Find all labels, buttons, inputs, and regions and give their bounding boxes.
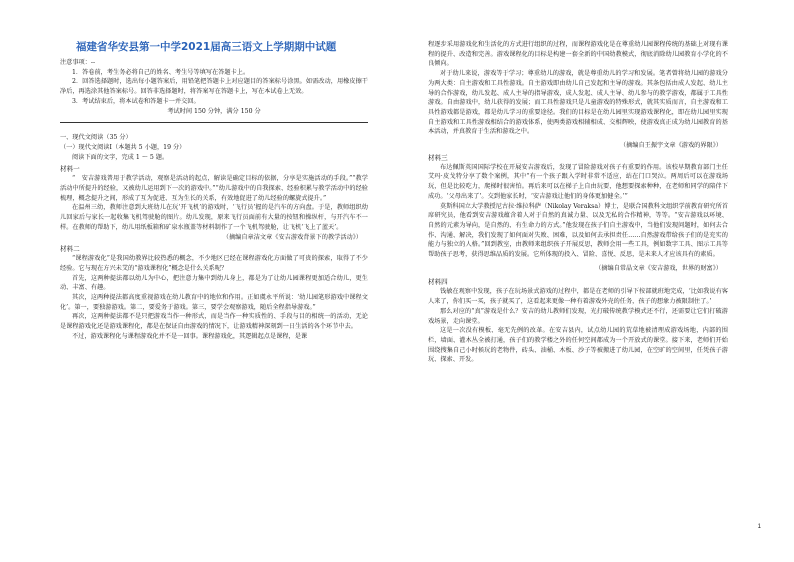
- notice-item: 1．答卷前，考生务必将自己的姓名、考生号等填写在答题卡上。: [72, 68, 250, 76]
- material-label: 材料一: [60, 165, 80, 174]
- exam-info: 考试时间 150 分钟，满分 150 分: [167, 107, 261, 115]
- paragraph: “课程游戏化”是我国幼教界比较热悉的概念，不少地区已经在课程游戏化方面做了可贵的探索，取得了不少经验。它与现在方兴未艾的“游戏课程化”概念是什么关系呢？: [60, 255, 368, 272]
- instruction: 阅读下面的文字，完成 1 ～ 5 题。: [72, 153, 169, 161]
- notice-item: 2．回答选择题时，选出每小题答案后，用铅笔把答题卡上对应题目的答案标号涂黑。如需改动，用橡皮擦干净后，再选涂其他答案标号。回答非选择题时，将答案写在答题卡上，写在本试卷上无效。: [60, 78, 368, 96]
- source-credit: （摘编自王振宇文章《游戏的界限》）: [619, 142, 722, 150]
- paragraph: 对于幼儿来说，游戏等于学习；尊重幼儿的游戏，就是尊重幼儿的学习和发展。笔者曾将幼儿园的游戏分为两大类：自主游戏和工具性游戏。自主游戏即由幼儿自己发起和主导的游戏。其条包括由成人发起、幼儿主导的合作游戏，幼儿发起、成人主导的指导游戏，成人发起、成人主导、幼儿参与的教学游戏，都属于工具性游戏。自由游戏中，幼儿获得的发展；而工具性游戏只是儿童游戏的特殊形式，就其实质而言，自主游戏和工具性游戏都是游戏，都是幼儿学习的重要途径。我们的目标是在幼儿园里实现游戏课程化，即在幼儿园里实现自主游戏和工具性游戏相结合的游戏体系，使两类游戏相辅相成、交相辉映，使游戏真正成为幼儿园教育的基本活动，并真教育于生活和游戏之中。: [428, 70, 728, 136]
- material-label: 材料四: [428, 278, 448, 287]
- material-label: 材料二: [60, 245, 80, 254]
- paragraph: 这是一次没有模板、毫无先例的改革。在安吉县内，试点幼儿园的荒草地被清理成游戏场地，内部的围栏，墙面、灌木丛全被打通，孩子们的教学楼之外的任何空间都成为一个开放式的课堂。接下来，老师们开始围绕搜集自己小时候玩的老物件，砖头、油桶、木板、沙子等被搬进了幼儿园，在空旷的空间里，任凭孩子游玩、探索、开发。: [428, 327, 728, 364]
- paragraph: 再次，这两种提法都不是只把游戏当作一种形式，而是当作一种实质性的、手段与目的相统一的活动，无论是课程游戏化还是游戏课程化，都是在保证自由游戏的情况下，让游戏精神深刻到一日生活的各个环节中去。: [60, 313, 368, 331]
- page-number: 1: [757, 524, 761, 530]
- subsection-heading: （一）现代文阅读Ⅰ（本题共 5 小题，19 分）: [60, 143, 186, 151]
- notice-heading: 注意事项：--: [60, 59, 96, 66]
- right-column: [428, 40, 728, 365]
- page-title: 福建省华安县第一中学2021届高三语文上学期期中试题: [76, 41, 337, 53]
- notice-item: 3．考试结束后，将本试卷和答题卡一并交回。: [72, 97, 200, 105]
- paragraph: 首先，这两种提法都以幼儿为中心，把注意力集中到幼儿身上，都是为了让幼儿园课程更加适合幼儿，更生动、丰富、有趣。: [60, 274, 368, 292]
- paragraph: 那么对应的“真”游戏是什么？安吉的幼儿教师们发现，光打破传统教学模式还不行，还需要让它们打破游戏场景，走向课堂。: [428, 307, 728, 325]
- paragraph: 程逐步采用游戏化和生活化的方式进行组织的过程，而课程游戏化是在尊重幼儿园课程传统的基础上对现有课程的提升、改造和完善。游戏课程化的目标是构建一套全新的中国幼教模式，彻底消除幼儿园教育小学化的不良倾向。: [428, 41, 728, 68]
- paragraph: 其次，这两种提法都高度重视游戏在幼儿教育中的地位和作用。正如虞永平所说：‘幼儿园笔形游戏中课程文化’。第一，要独游游戏。第二，要爱务于游戏。第三，要学会观察游戏，随后全程指导游戏。”: [60, 294, 368, 311]
- left-column: [60, 40, 368, 342]
- paragraph: 莫斯科国立大学教授尼古拉·维拉科萨（Nikolay Veraksa）博士，是联合国教科文组织学前教育研究所首席研究员，他看到安吉游戏蕴含着人对于自然的真诚力量、以及无私的合作精神，等等。“安吉游戏以环境、自然的元素为导向，是自然的、有生命力的方式。”他发现在孩子们自主游戏中，当他们发现问题时，如何去合作、沟通、解决，我们发现了如何面对失败、困难，以及如何去承担责任……自然游戏带给孩子们的是充实的能力与独立的人格。”回到教室，由教师来组织孩子开展反思，教师会用一些工具，例如数字工具、图示工具等帮助孩子思考，获得思维品质的发展。它所体现的投入、冒险、喜悦、反思，是未来人才应该具有的素质。: [428, 202, 728, 259]
- paragraph: “ 安吉游戏普用于教学活动，观察是活动的起点，解读是确定目标的依据，分享是实施活动的手段。”“教学活动中所提升的经验，又被幼儿运用到下一次的游戏中。”“幼儿游戏中的自我探索、经验积累与教学活动中的经验梳理，概念提升之间，形成了互为促进、互为生长的关系，有效地促进了幼儿经验的螺旋式提升。”: [60, 175, 368, 202]
- source-credit: （摘编自章洁文章《安吉游戏背景下的教学活动》）: [222, 233, 362, 241]
- paragraph: 在温州三幼，教师注意到大班幼儿在玩‘开飞机’的游戏时，‘飞行员’握的是汽车的方向盘。于是，教师组织幼儿回家后与家长一起收集飞机驾驶舱的图片。幼儿发现，原来飞行员面前有大量的按钮和操纵杆，与开汽车不一样。在教师的帮助下，幼儿用纸板箱和矿泉水瓶盖等材料制作了一个飞机驾驶舱，让飞机‘飞上了蓝天’。: [60, 204, 368, 231]
- material-label: 材料三: [428, 153, 448, 162]
- section-heading: 一、现代文阅读（35 分）: [60, 134, 132, 142]
- divider: [60, 122, 368, 123]
- paragraph: 布达佩斯英国国际学校在开展安吉游戏后，发现了冒险游戏对孩子有重要的作用。该校早期教育部门主任艾玛·皮戈特分享了数个案例，其中“有一个孩子跟入学时非常不适应，站在门口哭泣。两周后可以在游戏场玩，但是比较吃力，爬梯时很害怕。再后来可以在梯子上自由玩要，他想要探索种种，在老师和同学的陪伴下成功。‘父母出来了’。交到他家长时，‘安吉游戏让他们的身体更加健全。’”: [428, 163, 728, 200]
- paragraph: 钱敏在观察中发现，孩子在玩场景式游戏的过程中，都是在老师的引导下按部就班地完成，‘比如我说有客人来了，你们买一买，孩子就买了，这看起来更像一种有着游戏外壳的任务，孩子的想象力被限制住了。’: [428, 288, 728, 306]
- source-credit: （摘编自常晶文章《安吉游戏，世界的财富》）: [595, 264, 722, 272]
- paragraph: 不过，游戏课程化与课程游戏化并不是一回事。课程游戏化，其逻辑起点是课程，是课: [72, 332, 308, 340]
